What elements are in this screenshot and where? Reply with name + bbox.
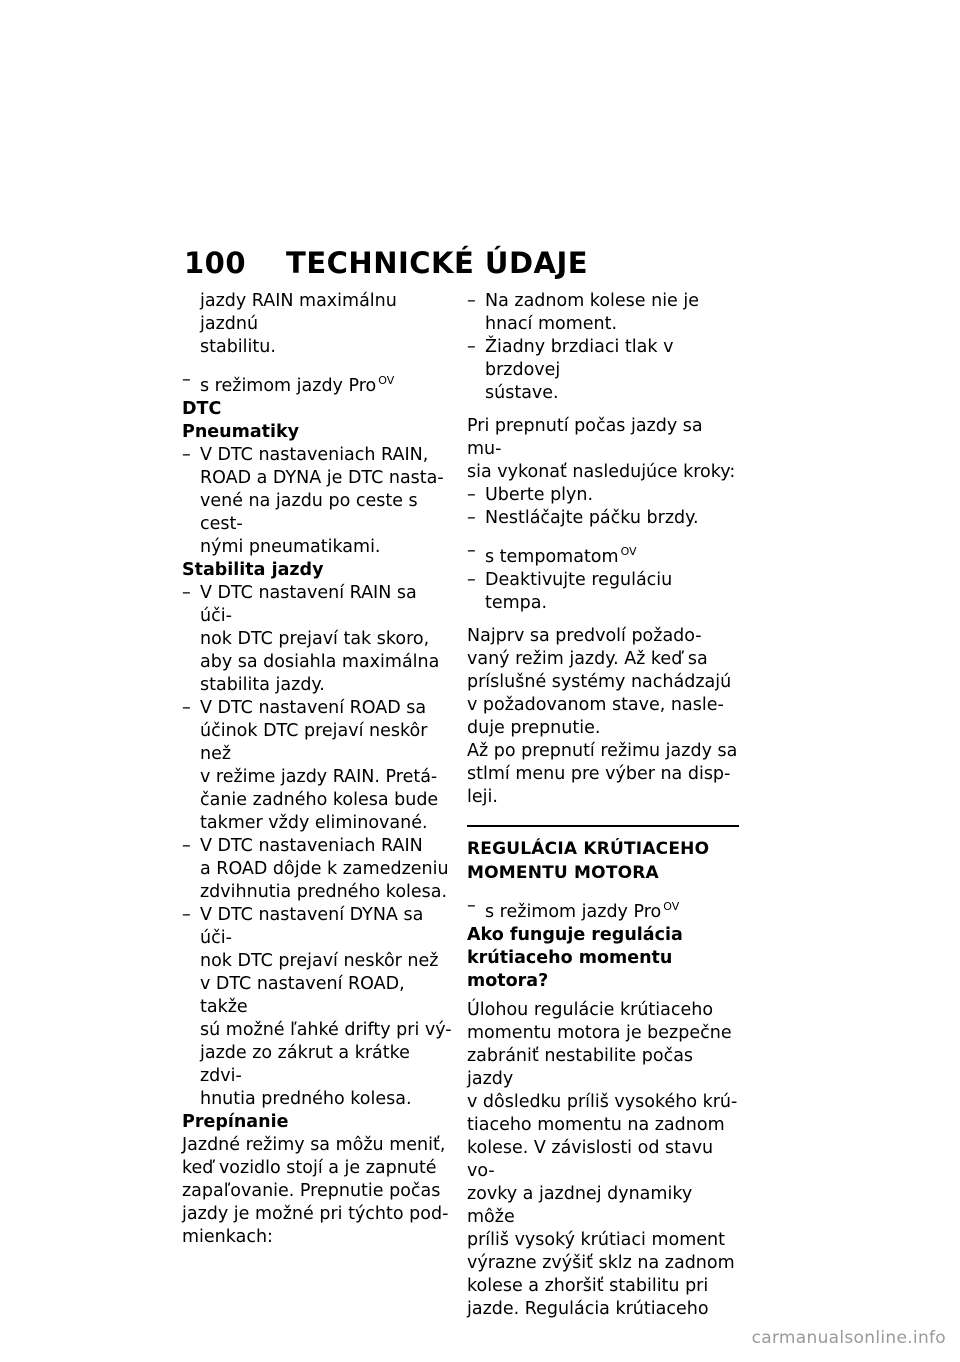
left-column bbox=[182, 290, 452, 1249]
list-item: – V DTC nastavení DYNA sa úči- nok DTC prejaví neskôr než v DTC nastavení ROAD, takže sú možné ľahké drifty pri vý- jazde zo zákrut a krátke zdvi- hnutia predného kolesa. bbox=[182, 905, 452, 1109]
list-item: – Uberte plyn. bbox=[467, 485, 594, 505]
watermark: carmanualsonline.info bbox=[751, 1328, 946, 1348]
heading-ako-funguje: Ako funguje regulácia krútiaceho momentu motora? bbox=[467, 925, 683, 991]
mode-note: – s režimom jazdy Pro $^{OV}$ bbox=[467, 896, 680, 922]
list-item: – Nestláčajte páčku brzdy. bbox=[467, 508, 699, 528]
paragraph: Až po prepnutí režimu jazdy sa stlmí menu pre výber na disp- leji. bbox=[467, 741, 738, 807]
mode-note: – s režimom jazdy Pro $^{OV}$ bbox=[182, 370, 395, 396]
list-item: – V DTC nastaveniach RAIN a ROAD dôjde k zamedzeniu zdvihnutia predného kolesa. bbox=[182, 836, 449, 902]
list-item: – Žiadny brzdiaci tlak v brzdovej sústave. bbox=[467, 337, 674, 403]
continued-text: jazdy RAIN maximálnu jazdnú stabilitu. bbox=[200, 291, 397, 357]
section-heading: REGULÁCIA KRÚTIACEHO MOMENTU MOTORA bbox=[467, 839, 710, 883]
list-item: – V DTC nastavení RAIN sa úči- nok DTC prejaví tak skoro, aby sa dosiahla maximálna stabilita jazdy. bbox=[182, 583, 440, 695]
page-number: 100 bbox=[184, 246, 247, 280]
paragraph: Najprv sa predvolí požado- vaný režim jazdy. Až keď sa príslušné systémy nachádzajú v požadovanom stave, nasle- duje prepnutie. bbox=[467, 626, 732, 738]
heading-prepinanie: Prepínanie bbox=[182, 1112, 289, 1132]
right-column bbox=[467, 290, 739, 1321]
heading-pneumatiky: Pneumatiky bbox=[182, 422, 300, 442]
paragraph: Jazdné režimy sa môžu meniť, keď vozidlo stojí a je zapnuté zapaľovanie. Prepnutie počas jazdy je možné pri týchto pod- mienkach: bbox=[182, 1135, 449, 1247]
mode-note: – s tempomatom $^{OV}$ bbox=[467, 541, 637, 567]
list-item: – Na zadnom kolese nie je hnací moment. bbox=[467, 291, 700, 334]
list-item: – V DTC nastavení ROAD sa účinok DTC prejaví neskôr než v režime jazdy RAIN. Pretá- čanie zadného kolesa bude takmer vždy eliminované. bbox=[182, 698, 439, 833]
page-header bbox=[184, 246, 588, 280]
list-item: – Deaktivujte reguláciu tempa. bbox=[467, 570, 673, 613]
paragraph: Úlohou regulácie krútiaceho momentu motora je bezpečne zabrániť nestabilite počas jazdy v dôsledku príliš vysokého krú- tiaceho momentu na zadnom kolese. V závislosti od stavu vo- zovky a jazdnej dynamiky môže príliš vysoký krútiaci moment výrazne zvýšiť sklz na zadnom kolese a zhoršiť stabilitu pri jazde. Regulácia krútiaceho bbox=[467, 1000, 738, 1319]
heading-dtc: DTC bbox=[182, 399, 222, 419]
heading-stabilita: Stabilita jazdy bbox=[182, 560, 324, 580]
list-item: – V DTC nastaveniach RAIN, ROAD a DYNA je DTC nasta- vené na jazdu po ceste s cest- nými pneumatikami. bbox=[182, 445, 444, 557]
page-title: TECHNICKÉ ÚDAJE bbox=[286, 246, 589, 280]
paragraph: Pri prepnutí počas jazdy sa mu- sia vykonať nasledujúce kroky: bbox=[467, 416, 736, 482]
section-divider bbox=[467, 825, 739, 827]
